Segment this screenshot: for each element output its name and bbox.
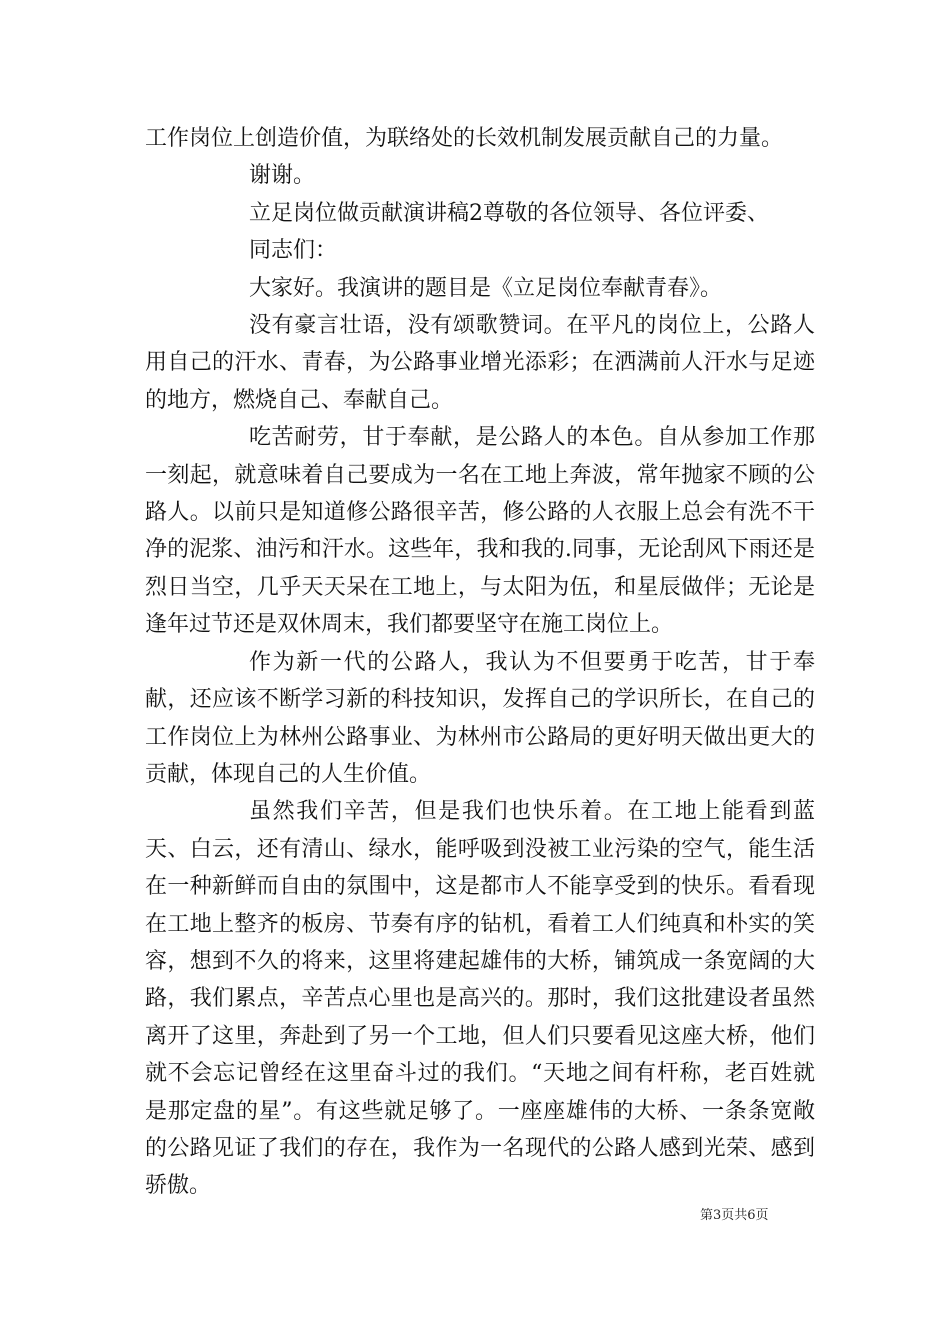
paragraph-body: 虽然我们辛苦，但是我们也快乐着。在工地上能看到蓝天、白云，还有清山、绿水，能呼吸到没被工业污染的空气，能生活在一种新鲜而自由的氛围中，这是都市人不能享受到的快乐。看看现在工地上整齐的板房、节奏有序的钻机，看着工人们纯真和朴实的笑容，想到不久的将来，这里将建起雄伟的大桥，铺筑成一条宽阔的大路，我们累点，辛苦点心里也是高兴的。那时，我们这批建设者虽然离开了这里，奔赴到了另一个工地，但人们只要看见这座大桥，他们就不会忘记曾经在这里奋斗过的我们。“天地之间有杆称，老百姓就是那定盘的星”。有这些就足够了。一座座雄伟的大桥、一条条宽敞的公路见证了我们的存在，我作为一名现代的公路人感到光荣、感到骄傲。 bbox=[145, 799, 815, 1199]
paragraph-continuation: 工作岗位上创造价值，为联络处的长效机制发展贡献自己的力量。 bbox=[145, 126, 784, 151]
paragraph-body: 没有豪言壮语，没有颂歌赞词。在平凡的岗位上，公路人用自己的汗水、青春，为公路事业增光添彩；在洒满前人汗水与足迹的地方，燃烧自己、奉献自己。 bbox=[145, 313, 815, 413]
paragraph-salutation: 同志们： bbox=[249, 238, 338, 264]
document-body bbox=[145, 120, 815, 1205]
paragraph-greeting: 大家好。我演讲的题目是《立足岗位奉献青春》。 bbox=[249, 275, 723, 301]
paragraph-body: 吃苦耐劳，甘于奉献，是公路人的本色。自从参加工作那一刻起，就意味着自己要成为一名在工地上奔波，常年抛家不顾的公路人。以前只是知道修公路很辛苦，修公路的人衣服上总会有洗不干净的泥浆、油污和汗水。这些年，我和我的.同事，无论刮风下雨还是烈日当空，几乎天天呆在工地上，与太阳为伍，和星辰做伴；无论是逢年过节还是双休周末，我们都要坚守在施工岗位上。 bbox=[145, 425, 815, 638]
paragraph-body: 作为新一代的公路人，我认为不但要勇于吃苦，甘于奉献，还应该不断学习新的科技知识，发挥自己的学识所长，在自己的工作岗位上为林州公路事业、为林州市公路局的更好明天做出更大的贡献，体现自己的人生价值。 bbox=[145, 649, 815, 787]
page-number: 第3页共6页 bbox=[700, 1208, 769, 1223]
paragraph-thanks: 谢谢。 bbox=[249, 163, 316, 189]
paragraph-speech-title-line: 立足岗位做贡献演讲稿2尊敬的各位领导、各位评委、 bbox=[249, 200, 769, 226]
